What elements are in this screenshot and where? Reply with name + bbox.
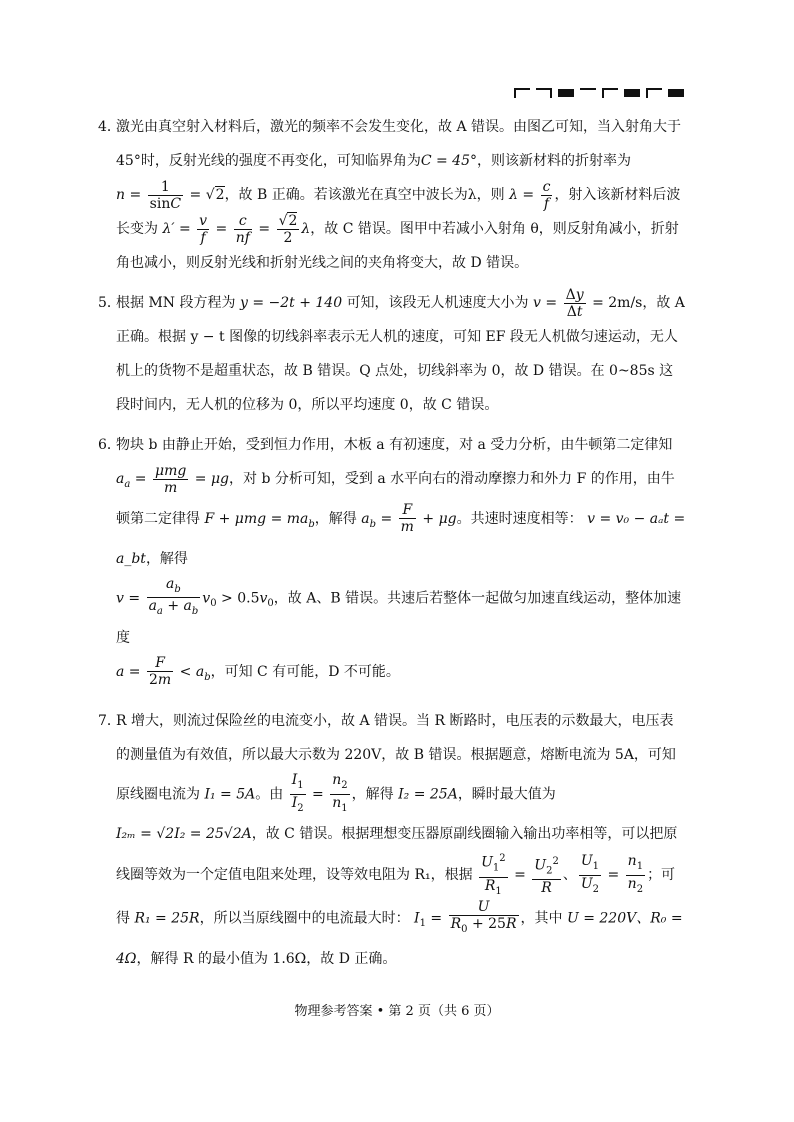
question-number: 6．	[98, 437, 121, 453]
question-number: 5．	[98, 295, 121, 311]
solid-mark-icon	[668, 89, 684, 97]
formula: U = 220V、R₀ = 4Ω	[116, 910, 683, 967]
answer-4: 4．激光由真空射入材料后，激光的频率不会发生变化，故 A 错误。由图乙可知，当入射角大于 45°时，反射光线的强度不再变化，可知临界角为C = 45°，则该新材料的折射率为 n = $\frac{1}{\sin C}$ = √2，故 B 正确。若该激光在真空中波长为λ，则 λ = $\frac{c}{f}$ ，射入该新材料后波长变为 λ′ = $\frac{v}{f}$ = $\frac{c}{nf}$ = $\frac{√2}{2}$ λ，故 C 错误。图甲中若减小入射角 θ，则反射角减小，折射角也减小，则反射光线和折射光线之间的夹角将变大，故 D 错误。	[116, 110, 686, 280]
formula: R₁ = 25R	[134, 910, 200, 927]
answer-text: 激光由真空射入材料后，激光的频率不会发生变化，故 A 错误。由图乙可知，当入射角大于 45°时，反射光线的强度不再变化，可知临界角为	[116, 119, 682, 169]
answer-text: ，解得	[351, 786, 394, 803]
formula: y = −2t + 140	[239, 295, 343, 311]
formula: C = 45°	[420, 153, 477, 169]
answer-text: 根据 MN 段方程为	[116, 295, 236, 311]
fraction: $\frac{F}{m}$	[400, 502, 414, 536]
fraction: $\frac{c}{nf}$	[235, 212, 250, 246]
corner-mark-icon	[536, 88, 552, 98]
answer-text: ，故 A、B 错误。共速后若整体一起做匀加速直线运动，整体加速度	[116, 589, 682, 646]
question-number: 7．	[98, 713, 121, 730]
fraction: $\frac{v}{f}$	[199, 212, 208, 246]
fraction: $\frac{1}{\sin C}$	[149, 178, 182, 212]
answer-text: ，故 B 正确。若该激光在真空中波长为λ，则	[224, 187, 505, 203]
header-marks	[514, 88, 684, 98]
answer-text: ，瞬时最大值为	[457, 786, 556, 803]
formula: F + μmg = ma	[204, 510, 309, 527]
answer-text: ，故 A 正确。根据 y − t 图像的切线斜率表示无人机的速度，可知 EF 段无人机做匀速运动，无人机上的货物不是超重状态，故 B 错误。Q 点处，切线斜率为 0，故 D 错误。在 0~85s 这段时间内，无人机的位移为 0，所以平均速度 0，故 C 错误。	[116, 295, 685, 413]
fraction: $\frac{n_2}{n_1}$	[332, 772, 348, 815]
answer-text: ，可知 C 有可能，D 不可能。	[210, 663, 400, 680]
fraction: $\frac{U}{R_0 + 25R}$	[450, 899, 517, 936]
formula: v = v₀ − aₐt = a_bt	[116, 510, 686, 567]
answer-text: ，故 C 错误。图甲中若减小入射角 θ，则反射角减小，折射角也减小，则反射光线和折射光线之间的夹角将变大，故 D 错误。	[116, 221, 679, 271]
formula: = 2m/s	[592, 295, 643, 311]
fraction: $\frac{n_1}{n_2}$	[627, 852, 644, 895]
formula: I₂ = 25A	[398, 786, 458, 803]
answer-text: ，解得	[314, 510, 357, 527]
answer-text: 可知，该段无人机速度大小为	[346, 295, 529, 311]
answer-text: 。由	[255, 786, 284, 803]
answer-text: ，对 b 分析可知，受到 a 水平向右的滑动摩擦力和外力 F 的作用，由牛顿第二定律得	[116, 471, 675, 527]
fraction: $\frac{c}{f}$	[542, 178, 551, 212]
fraction: $\frac{U_2^2}{R}$	[534, 855, 559, 897]
corner-mark-icon	[602, 88, 618, 98]
solid-mark-icon	[558, 89, 574, 97]
answer-text: ，解得 R 的最小值为 1.6Ω，故 D 正确。	[136, 950, 397, 967]
fraction: $\frac{\Delta y}{\Delta t}$	[565, 286, 584, 320]
formula: n	[116, 187, 126, 203]
solid-mark-icon	[624, 89, 640, 97]
answer-6: 6．物块 b 由静止开始，受到恒力作用，木板 a 有初速度，对 a 受力分析，由牛顿第二定律知 $a_a$ = $\frac{\text{μmg}}{m}$ = μg，对 b 分析可知，受到 a 水平向右的滑动摩擦力和外力 F 的作用，由牛顿第二定律得 $F + \mu mg = ma_b$，解得 $a_b$ = $\frac{F}{m}$ + μg。共速时速度相等： v = v₀ − aₐt = a_bt，解得 v = $\frac{a_b}{a_a + a_b}$ $v_0 > 0.5v_0$，故 A、B 错误。共速后若整体一起做匀加速直线运动，整体加速度 a = $\frac{F}{2m}$ < $a_b$，可知 C 有可能，D 不可能。	[116, 428, 686, 694]
fraction: $\frac{\text{μmg}}{m}$	[154, 462, 187, 496]
dash-mark-icon	[580, 88, 596, 98]
page-footer: 物理参考答案 • 第 2 页（共 6 页）	[294, 1004, 500, 1019]
corner-mark-icon	[514, 88, 530, 98]
answer-text: ，故 C 错误。根据理想变压器原副线圈输入输出功率相等，可以把原线圈等效为一个定值电阻来处理，设等效电阻为 R₁，根据	[116, 826, 678, 884]
answer-text: 物块 b 由静止开始，受到恒力作用，木板 a 有初速度，对 a 受力分析，由牛顿第二定律知	[116, 437, 673, 453]
answer-text: ，所以当原线圈中的电流最大时：	[199, 910, 410, 927]
fraction: $\frac{a_b}{a_a + a_b}$	[148, 575, 199, 618]
fraction: $\frac{I_1}{I_2}$	[291, 772, 304, 815]
answer-5: 5．根据 MN 段方程为 y = −2t + 140 可知，该段无人机速度大小为 v = $\frac{\Delta y}{\Delta t}$ = 2m/s，故 A 正确。根据 y − t 图像的切线斜率表示无人机的速度，可知 EF 段无人机做匀速运动，无人机上的货物不是超重状态，故 B 错误。Q 点处，切线斜率为 0，故 D 错误。在 0~85s 这段时间内，无人机的位移为 0，所以平均速度 0，故 C 错误。	[98, 286, 685, 413]
answer-text: ，其中	[520, 910, 563, 927]
answer-text: ，则该新材料的折射率为	[477, 153, 631, 169]
answer-text: ；可得	[116, 867, 676, 927]
answer-text: R 增大，则流过保险丝的电流变小，故 A 错误。当 R 断路时，电压表的示数最大，电压表的测量值为有效值，所以最大示数为 220V，故 B 错误。根据题意，熔断电流为 5A，可知原线圈电流为	[116, 713, 676, 803]
fraction: $\frac{F}{2m}$	[149, 655, 172, 689]
answer-text: ，射入该新材料后波长变为	[116, 187, 681, 237]
answer-text: ，解得	[145, 550, 188, 567]
formula: I₁ = 5A	[204, 786, 256, 803]
fraction: $\frac{√2}{2}$	[278, 212, 298, 246]
question-number: 4．	[98, 119, 121, 135]
answer-7: 7．R 增大，则流过保险丝的电流变小，故 A 错误。当 R 断路时，电压表的示数最大，电压表的测量值为有效值，所以最大示数为 220V，故 B 错误。根据题意，熔断电流为 5A，可知原线圈电流为 I₁ = 5A。由 $\frac{I_1}{I_2}$ = $\frac{n_2}{n_1}$ ，解得 I₂ = 25A，瞬时最大值为 I₂ₘ = √2I₂ = 25√2A，故 C 错误。根据理想变压器原副线圈输入输出功率相等，可以把原线圈等效为一个定值电阻来处理，设等效电阻为 R₁，根据 $\frac{U_1^2}{R_1}$ = $\frac{U_2^2}{R}$ 、 $\frac{U_1}{U_2}$ = $\frac{n_1}{n_2}$ ；可得 R₁ = 25R，所以当原线圈中的电流最大时： $I_1$ = $\frac{U}{R_0 + 25R}$ ，其中 U = 220V、R₀ = 4Ω，解得 R 的最小值为 1.6Ω，故 D 正确。	[116, 704, 686, 975]
corner-mark-icon	[646, 88, 662, 98]
fraction: $\frac{U_1}{U_2}$	[580, 852, 600, 895]
formula: I₂ₘ = √2I₂ = 25√2A	[116, 826, 252, 843]
answer-content	[98, 110, 686, 982]
answer-text: 。共速时速度相等：	[456, 510, 583, 527]
fraction: $\frac{U_1^2}{R_1}$	[481, 853, 506, 897]
